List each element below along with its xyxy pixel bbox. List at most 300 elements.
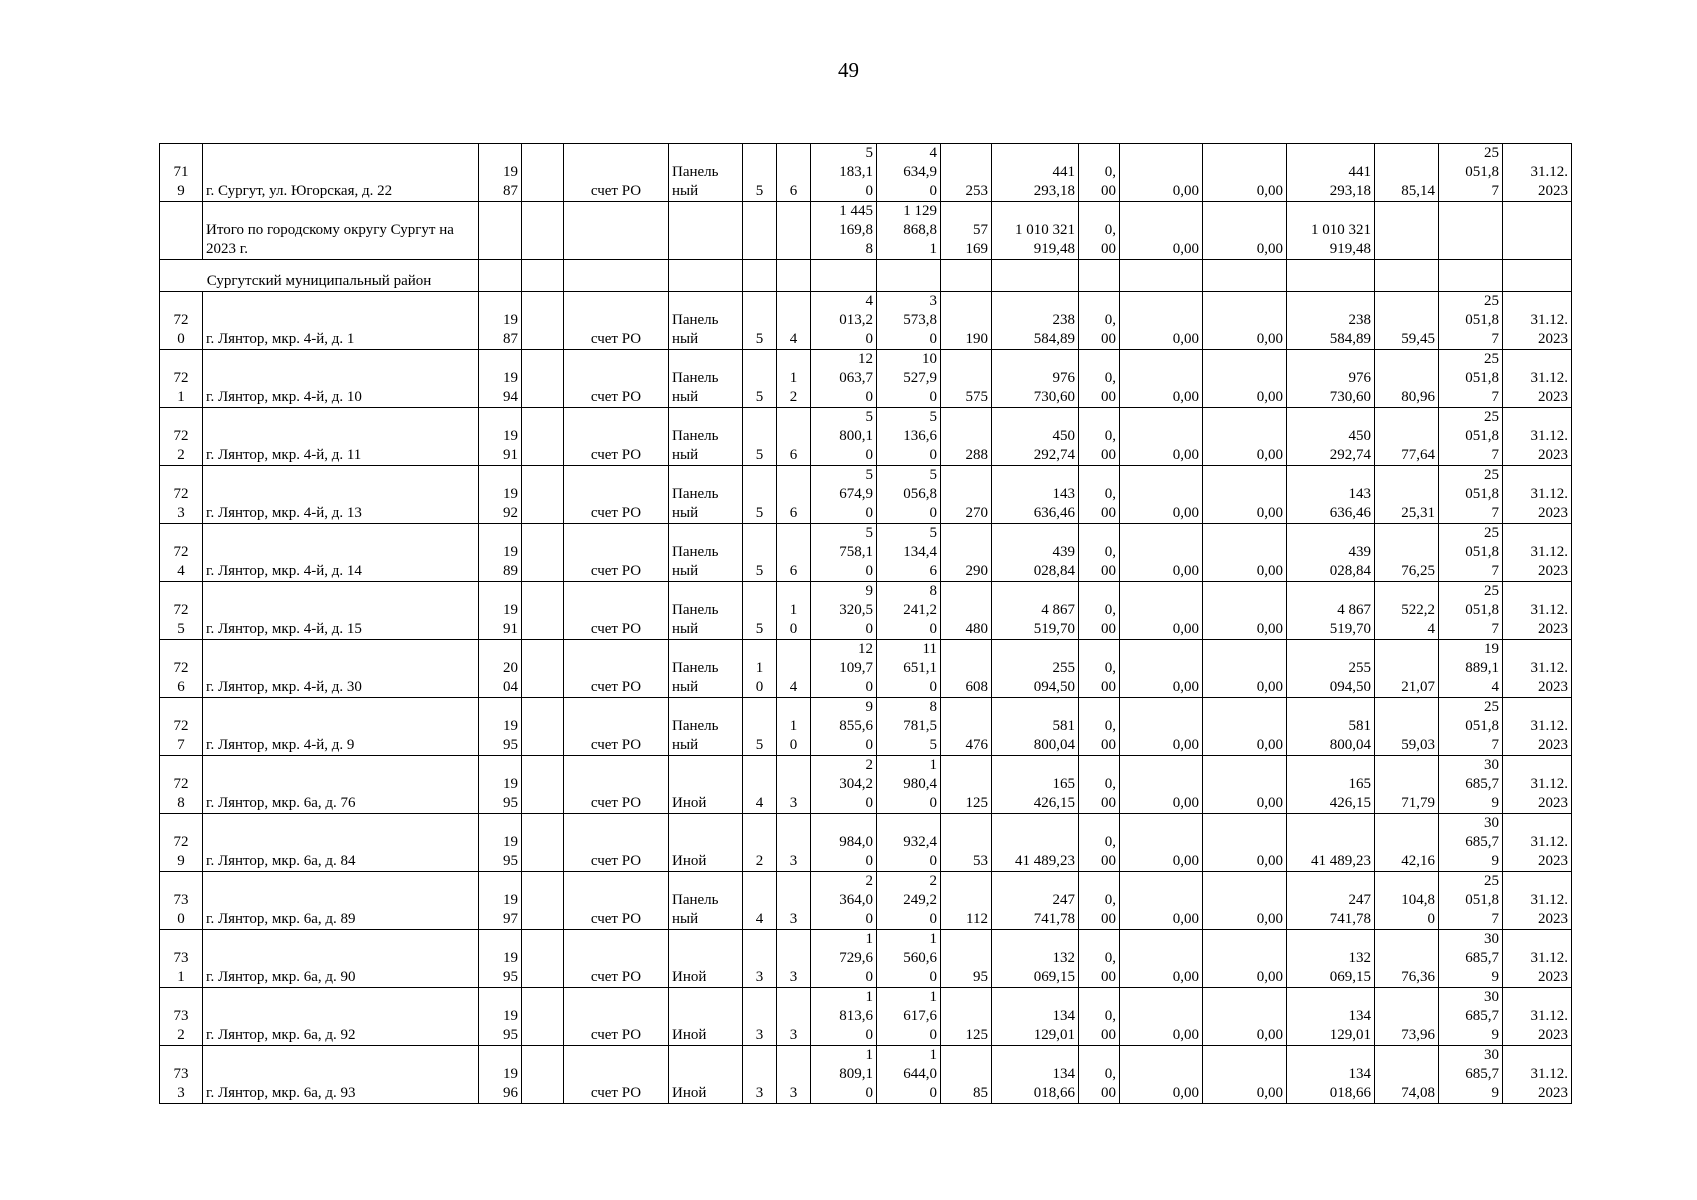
section-blank-cell [743,260,777,292]
federal-fund-cell: 0, 00 [1079,640,1120,698]
address-cell: г. Лянтор, мкр. 6а, д. 84 [203,814,479,872]
row-number-cell: 72 8 [160,756,203,814]
section-blank-cell [811,260,877,292]
unit-cost-cell: 71,79 [1375,756,1439,814]
unit-cost-cell: 80,96 [1375,350,1439,408]
deadline-cell: 31.12. 2023 [1503,408,1572,466]
wall-material-cell: Панель ный [669,872,743,930]
wall-material-cell: Панель ный [669,144,743,202]
federal-fund-cell: 0, 00 [1079,756,1120,814]
floors-cell: 5 [743,698,777,756]
regional-fund-cell: 0,00 [1120,872,1203,930]
section-blank-cell [669,260,743,292]
fund-method-cell: счет РО [564,144,669,202]
federal-fund-cell: 0, 00 [1079,144,1120,202]
total-area-cell: 5 674,9 0 [811,466,877,524]
deadline-cell: 31.12. 2023 [1503,756,1572,814]
entrances-cell: 3 [777,872,811,930]
row-number-cell: 72 7 [160,698,203,756]
unit-cost-cell: 76,25 [1375,524,1439,582]
unit-cost-cell: 522,2 4 [1375,582,1439,640]
total-area-cell: 9 855,6 0 [811,698,877,756]
section-blank-cell [777,260,811,292]
unit-cost-cell: 74,08 [1375,1046,1439,1104]
total-area-cell: 5 183,1 0 [811,144,877,202]
year-built-cell: 19 95 [479,756,522,814]
total-area-cell: 5 800,1 0 [811,408,877,466]
limit-cost-cell: 25 051,8 7 [1439,524,1503,582]
row-number-cell: 73 1 [160,930,203,988]
residents-cell: 125 [941,988,992,1046]
residents-cell: 125 [941,756,992,814]
owners-fund-cell: 439 028,84 [1287,524,1375,582]
table-row [160,1046,1572,1104]
local-fund-cell: 0,00 [1203,292,1287,350]
blank-cell [522,524,564,582]
federal-fund-cell: 0, 00 [1079,202,1120,260]
deadline-cell: 31.12. 2023 [1503,988,1572,1046]
living-area-cell: 1 617,6 0 [877,988,941,1046]
total-cost-cell: 4 867 519,70 [992,582,1079,640]
total-area-cell: 2 364,0 0 [811,872,877,930]
fund-method-cell: счет РО [564,698,669,756]
local-fund-cell: 0,00 [1203,1046,1287,1104]
wall-material-cell: Панель ный [669,640,743,698]
section-blank-cell [522,260,564,292]
blank-cell [522,350,564,408]
entrances-cell: 3 [777,930,811,988]
section-blank-cell [564,260,669,292]
total-cost-cell: 255 094,50 [992,640,1079,698]
table-row [160,144,1572,202]
local-fund-cell: 0,00 [1203,756,1287,814]
wall-material-cell: Иной [669,988,743,1046]
table-row [160,582,1572,640]
federal-fund-cell: 0, 00 [1079,930,1120,988]
residents-cell: 288 [941,408,992,466]
unit-cost-cell: 76,36 [1375,930,1439,988]
total-label: Итого по городскому округу Сургут на 2023 г. [203,202,479,260]
federal-fund-cell: 0, 00 [1079,814,1120,872]
table-row [160,698,1572,756]
owners-fund-cell: 581 800,04 [1287,698,1375,756]
total-area-cell: 12 109,7 0 [811,640,877,698]
row-number-cell: 72 0 [160,292,203,350]
year-built-cell: 19 96 [479,1046,522,1104]
local-fund-cell: 0,00 [1203,988,1287,1046]
local-fund-cell: 0,00 [1203,466,1287,524]
floors-cell: 1 0 [743,640,777,698]
living-area-cell: 5 056,8 0 [877,466,941,524]
living-area-cell: 5 136,6 0 [877,408,941,466]
local-fund-cell: 0,00 [1203,640,1287,698]
living-area-cell: 2 249,2 0 [877,872,941,930]
deadline-cell: 31.12. 2023 [1503,292,1572,350]
floors-cell: 3 [743,988,777,1046]
section-blank-cell [992,260,1079,292]
owners-fund-cell: 255 094,50 [1287,640,1375,698]
regional-fund-cell: 0,00 [1120,202,1203,260]
floors-cell: 5 [743,350,777,408]
regional-fund-cell: 0,00 [1120,292,1203,350]
local-fund-cell: 0,00 [1203,350,1287,408]
deadline-cell: 31.12. 2023 [1503,524,1572,582]
year-built-cell: 19 87 [479,144,522,202]
total-cost-cell: 132 069,15 [992,930,1079,988]
unit-cost-cell: 21,07 [1375,640,1439,698]
address-cell: г. Лянтор, мкр. 4-й, д. 1 [203,292,479,350]
limit-cost-cell: 25 051,8 7 [1439,872,1503,930]
wall-material-cell: Панель ный [669,350,743,408]
total-area-cell: 9 320,5 0 [811,582,877,640]
federal-fund-cell: 0, 00 [1079,582,1120,640]
fund-method-cell: счет РО [564,408,669,466]
year-built-cell [479,202,522,260]
total-row [160,202,1572,260]
total-area-cell: 4 013,2 0 [811,292,877,350]
address-cell: г. Лянтор, мкр. 4-й, д. 10 [203,350,479,408]
regional-fund-cell: 0,00 [1120,408,1203,466]
fund-method-cell: счет РО [564,756,669,814]
address-cell: г. Лянтор, мкр. 4-й, д. 15 [203,582,479,640]
residents-cell: 85 [941,1046,992,1104]
limit-cost-cell: 19 889,1 4 [1439,640,1503,698]
total-cost-cell: 441 293,18 [992,144,1079,202]
local-fund-cell: 0,00 [1203,698,1287,756]
living-area-cell: 8 781,5 5 [877,698,941,756]
entrances-cell: 4 [777,292,811,350]
blank-cell [522,292,564,350]
row-number-cell [160,202,203,260]
address-cell: г. Лянтор, мкр. 4-й, д. 11 [203,408,479,466]
row-number-cell: 72 3 [160,466,203,524]
fund-method-cell: счет РО [564,524,669,582]
section-blank-cell [1203,260,1287,292]
housing-register-table [159,143,1572,1104]
address-cell: г. Лянтор, мкр. 4-й, д. 14 [203,524,479,582]
floors-cell: 5 [743,144,777,202]
blank-cell [522,756,564,814]
row-number-cell: 72 6 [160,640,203,698]
blank-cell [522,408,564,466]
section-blank-cell [1079,260,1120,292]
fund-method-cell [564,202,669,260]
federal-fund-cell: 0, 00 [1079,988,1120,1046]
total-cost-cell: 247 741,78 [992,872,1079,930]
floors-cell: 3 [743,1046,777,1104]
floors-cell: 5 [743,582,777,640]
total-area-cell: 984,0 0 [811,814,877,872]
deadline-cell: 31.12. 2023 [1503,814,1572,872]
residents-cell: 112 [941,872,992,930]
year-built-cell: 19 95 [479,930,522,988]
row-number-cell: 72 5 [160,582,203,640]
section-blank-cell [1287,260,1375,292]
wall-material-cell: Панель ный [669,466,743,524]
table-row [160,872,1572,930]
residents-cell: 57 169 [941,202,992,260]
residents-cell: 95 [941,930,992,988]
total-cost-cell: 439 028,84 [992,524,1079,582]
local-fund-cell: 0,00 [1203,524,1287,582]
deadline-cell: 31.12. 2023 [1503,640,1572,698]
entrances-cell: 6 [777,466,811,524]
blank-cell [522,872,564,930]
table-row [160,640,1572,698]
table-row [160,408,1572,466]
fund-method-cell: счет РО [564,640,669,698]
fund-method-cell: счет РО [564,582,669,640]
entrances-cell: 3 [777,814,811,872]
federal-fund-cell: 0, 00 [1079,524,1120,582]
limit-cost-cell: 25 051,8 7 [1439,466,1503,524]
wall-material-cell: Иной [669,930,743,988]
living-area-cell: 1 644,0 0 [877,1046,941,1104]
federal-fund-cell: 0, 00 [1079,292,1120,350]
row-number-cell: 72 4 [160,524,203,582]
federal-fund-cell: 0, 00 [1079,350,1120,408]
limit-cost-cell: 30 685,7 9 [1439,756,1503,814]
wall-material-cell: Иной [669,756,743,814]
year-built-cell: 19 87 [479,292,522,350]
entrances-cell [777,202,811,260]
section-blank-cell [1120,260,1203,292]
owners-fund-cell: 134 129,01 [1287,988,1375,1046]
wall-material-cell: Панель ный [669,408,743,466]
owners-fund-cell: 143 636,46 [1287,466,1375,524]
year-built-cell: 19 91 [479,582,522,640]
living-area-cell: 1 980,4 0 [877,756,941,814]
floors-cell: 4 [743,756,777,814]
entrances-cell: 1 2 [777,350,811,408]
regional-fund-cell: 0,00 [1120,930,1203,988]
floors-cell: 5 [743,292,777,350]
fund-method-cell: счет РО [564,872,669,930]
section-header-row [160,260,1572,292]
federal-fund-cell: 0, 00 [1079,698,1120,756]
year-built-cell: 19 94 [479,350,522,408]
limit-cost-cell: 25 051,8 7 [1439,144,1503,202]
address-cell: г. Лянтор, мкр. 6а, д. 92 [203,988,479,1046]
fund-method-cell: счет РО [564,814,669,872]
living-area-cell: 10 527,9 0 [877,350,941,408]
regional-fund-cell: 0,00 [1120,988,1203,1046]
row-number-cell: 72 9 [160,814,203,872]
year-built-cell: 19 91 [479,408,522,466]
residents-cell: 575 [941,350,992,408]
fund-method-cell: счет РО [564,466,669,524]
total-area-cell: 12 063,7 0 [811,350,877,408]
total-cost-cell: 1 010 321 919,48 [992,202,1079,260]
section-blank-cell [479,260,522,292]
year-built-cell: 19 95 [479,814,522,872]
table-row [160,466,1572,524]
owners-fund-cell: 41 489,23 [1287,814,1375,872]
unit-cost-cell: 59,03 [1375,698,1439,756]
limit-cost-cell: 30 685,7 9 [1439,930,1503,988]
limit-cost-cell: 25 051,8 7 [1439,408,1503,466]
regional-fund-cell: 0,00 [1120,144,1203,202]
living-area-cell: 11 651,1 0 [877,640,941,698]
floors-cell: 5 [743,466,777,524]
entrances-cell: 6 [777,524,811,582]
address-cell: г. Лянтор, мкр. 4-й, д. 30 [203,640,479,698]
wall-material-cell: Иной [669,1046,743,1104]
local-fund-cell: 0,00 [1203,930,1287,988]
wall-material-cell [669,202,743,260]
total-cost-cell: 41 489,23 [992,814,1079,872]
federal-fund-cell: 0, 00 [1079,408,1120,466]
deadline-cell: 31.12. 2023 [1503,350,1572,408]
deadline-cell: 31.12. 2023 [1503,930,1572,988]
blank-cell [522,988,564,1046]
limit-cost-cell: 25 051,8 7 [1439,582,1503,640]
deadline-cell: 31.12. 2023 [1503,1046,1572,1104]
unit-cost-cell: 25,31 [1375,466,1439,524]
regional-fund-cell: 0,00 [1120,524,1203,582]
owners-fund-cell: 4 867 519,70 [1287,582,1375,640]
table-row [160,930,1572,988]
residents-cell: 608 [941,640,992,698]
fund-method-cell: счет РО [564,1046,669,1104]
unit-cost-cell: 77,64 [1375,408,1439,466]
row-number-cell: 71 9 [160,144,203,202]
residents-cell: 290 [941,524,992,582]
unit-cost-cell: 59,45 [1375,292,1439,350]
regional-fund-cell: 0,00 [1120,1046,1203,1104]
total-area-cell: 2 304,2 0 [811,756,877,814]
residents-cell: 476 [941,698,992,756]
total-cost-cell: 134 129,01 [992,988,1079,1046]
living-area-cell: 3 573,8 0 [877,292,941,350]
regional-fund-cell: 0,00 [1120,466,1203,524]
residents-cell: 253 [941,144,992,202]
owners-fund-cell: 1 010 321 919,48 [1287,202,1375,260]
year-built-cell: 19 89 [479,524,522,582]
entrances-cell: 6 [777,144,811,202]
blank-cell [522,1046,564,1104]
limit-cost-cell: 30 685,7 9 [1439,1046,1503,1104]
fund-method-cell: счет РО [564,350,669,408]
total-cost-cell: 143 636,46 [992,466,1079,524]
local-fund-cell: 0,00 [1203,144,1287,202]
table-row [160,350,1572,408]
fund-method-cell: счет РО [564,930,669,988]
blank-cell [522,698,564,756]
deadline-cell: 31.12. 2023 [1503,872,1572,930]
owners-fund-cell: 441 293,18 [1287,144,1375,202]
living-area-cell: 4 634,9 0 [877,144,941,202]
local-fund-cell: 0,00 [1203,202,1287,260]
blank-cell [522,640,564,698]
table-row [160,292,1572,350]
total-cost-cell: 581 800,04 [992,698,1079,756]
limit-cost-cell: 25 051,8 7 [1439,698,1503,756]
section-blank-cell [877,260,941,292]
limit-cost-cell: 25 051,8 7 [1439,292,1503,350]
address-cell: г. Лянтор, мкр. 4-й, д. 9 [203,698,479,756]
deadline-cell: 31.12. 2023 [1503,466,1572,524]
limit-cost-cell [1439,202,1503,260]
local-fund-cell: 0,00 [1203,814,1287,872]
page-number: 49 [838,58,859,82]
table-row [160,756,1572,814]
row-number-cell: 72 1 [160,350,203,408]
entrances-cell: 3 [777,1046,811,1104]
living-area-cell: 1 129 868,8 1 [877,202,941,260]
living-area-cell: 1 560,6 0 [877,930,941,988]
living-area-cell: 5 134,4 6 [877,524,941,582]
blank-cell [522,930,564,988]
regional-fund-cell: 0,00 [1120,756,1203,814]
unit-cost-cell: 73,96 [1375,988,1439,1046]
total-cost-cell: 450 292,74 [992,408,1079,466]
regional-fund-cell: 0,00 [1120,698,1203,756]
row-number-cell: 72 2 [160,408,203,466]
blank-cell [522,202,564,260]
entrances-cell: 6 [777,408,811,466]
floors-cell: 2 [743,814,777,872]
deadline-cell: 31.12. 2023 [1503,698,1572,756]
table-row [160,524,1572,582]
table-row [160,988,1572,1046]
wall-material-cell: Панель ный [669,582,743,640]
local-fund-cell: 0,00 [1203,582,1287,640]
deadline-cell [1503,202,1572,260]
federal-fund-cell: 0, 00 [1079,466,1120,524]
residents-cell: 270 [941,466,992,524]
total-cost-cell: 134 018,66 [992,1046,1079,1104]
year-built-cell: 19 95 [479,698,522,756]
wall-material-cell: Панель ный [669,698,743,756]
regional-fund-cell: 0,00 [1120,350,1203,408]
entrances-cell: 1 0 [777,582,811,640]
section-blank-cell [1503,260,1572,292]
residents-cell: 480 [941,582,992,640]
local-fund-cell: 0,00 [1203,408,1287,466]
section-blank-cell [1439,260,1503,292]
living-area-cell: 932,4 0 [877,814,941,872]
unit-cost-cell: 104,8 0 [1375,872,1439,930]
federal-fund-cell: 0, 00 [1079,872,1120,930]
fund-method-cell: счет РО [564,988,669,1046]
floors-cell: 4 [743,872,777,930]
row-number-cell: 73 2 [160,988,203,1046]
floors-cell: 5 [743,408,777,466]
owners-fund-cell: 132 069,15 [1287,930,1375,988]
blank-cell [522,466,564,524]
total-area-cell: 1 729,6 0 [811,930,877,988]
total-cost-cell: 238 584,89 [992,292,1079,350]
section-blank-cell [941,260,992,292]
blank-cell [522,814,564,872]
address-cell: г. Лянтор, мкр. 6а, д. 93 [203,1046,479,1104]
floors-cell [743,202,777,260]
regional-fund-cell: 0,00 [1120,640,1203,698]
total-cost-cell: 165 426,15 [992,756,1079,814]
limit-cost-cell: 30 685,7 9 [1439,988,1503,1046]
address-cell: г. Лянтор, мкр. 4-й, д. 13 [203,466,479,524]
row-number-cell: 73 0 [160,872,203,930]
total-cost-cell: 976 730,60 [992,350,1079,408]
year-built-cell: 20 04 [479,640,522,698]
entrances-cell: 3 [777,988,811,1046]
address-cell: г. Лянтор, мкр. 6а, д. 90 [203,930,479,988]
floors-cell: 5 [743,524,777,582]
owners-fund-cell: 134 018,66 [1287,1046,1375,1104]
deadline-cell: 31.12. 2023 [1503,144,1572,202]
wall-material-cell: Панель ный [669,292,743,350]
